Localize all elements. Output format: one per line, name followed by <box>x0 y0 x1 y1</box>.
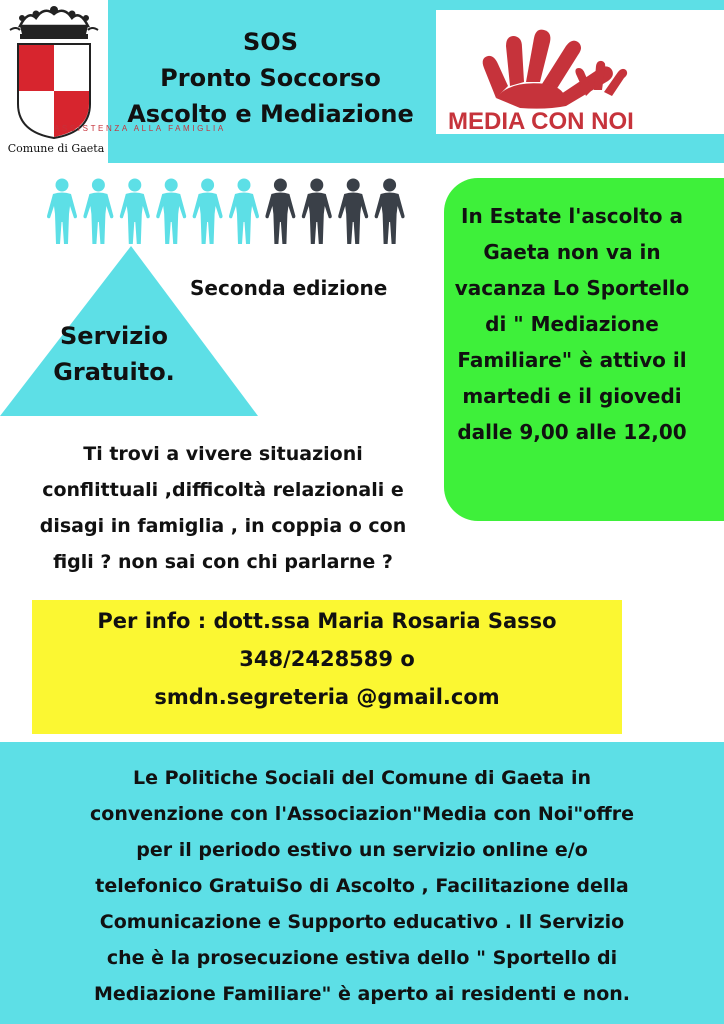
person-icon <box>302 179 332 245</box>
title-line: Pronto Soccorso <box>160 64 381 92</box>
crest-panel <box>0 0 108 163</box>
person-icon <box>265 179 295 245</box>
title-line: Ascolto e Mediazione <box>127 100 414 128</box>
gaeta-crest-icon <box>8 4 100 140</box>
crest-caption: Comune di Gaeta <box>7 142 105 155</box>
question-text: Ti trovi a vivere situazioni conflittuali ,difficoltà relazionali e disagi in famiglia , in coppia o con figli ? non sai con chi parlarne ? <box>39 443 407 573</box>
description-line: Le Politiche Sociali del Comune di Gaeta in <box>132 767 592 789</box>
person-icon <box>375 179 405 245</box>
description-line: per il periodo estivo un servizio online e/o <box>136 839 588 861</box>
contact-email[interactable]: smdn.segreteria @gmail.com <box>154 685 500 709</box>
edition-label: Seconda edizione <box>190 276 388 300</box>
contact-phone: 348/2428589 o <box>239 647 415 671</box>
person-icon <box>193 179 223 245</box>
person-icon <box>229 179 259 245</box>
media-con-noi-logo <box>436 10 724 134</box>
logo-wordmark: MEDIA CON NOI <box>448 108 634 135</box>
person-icon <box>47 179 77 245</box>
person-icon <box>83 179 113 245</box>
free-service-label: Servizio Gratuito. <box>53 322 175 386</box>
logo-tagline: ASSISTENZA ALLA FAMIGLIA <box>54 124 226 133</box>
description-line: che è la prosecuzione estiva dello " Sportello di <box>106 947 618 969</box>
description-line: telefonico GratuiSo di Ascolto , Facilitazione della <box>95 875 629 897</box>
description-line: Comunicazione e Supporto educativo . Il Servizio <box>99 911 625 933</box>
people-row <box>44 178 414 246</box>
info-text <box>32 602 622 716</box>
contact-name: Per info : dott.ssa Maria Rosaria Sasso <box>97 609 557 633</box>
person-icon <box>120 179 150 245</box>
person-icon <box>156 179 186 245</box>
person-icon <box>338 179 368 245</box>
title-line: SOS <box>243 28 298 56</box>
description-line: convenzione con l'Associazion"Media con Noi"offre <box>90 803 634 825</box>
bottom-description <box>0 760 724 1012</box>
page-title <box>108 24 433 132</box>
summer-box-text: In Estate l'ascolto a Gaeta non va in vacanza Lo Sportello di " Mediazione Familiare" è attivo il martedi e il giovedi dalle 9,00 alle 12,00 <box>454 204 690 444</box>
description-line: Mediazione Familiare" è aperto ai residenti e non. <box>94 983 630 1005</box>
